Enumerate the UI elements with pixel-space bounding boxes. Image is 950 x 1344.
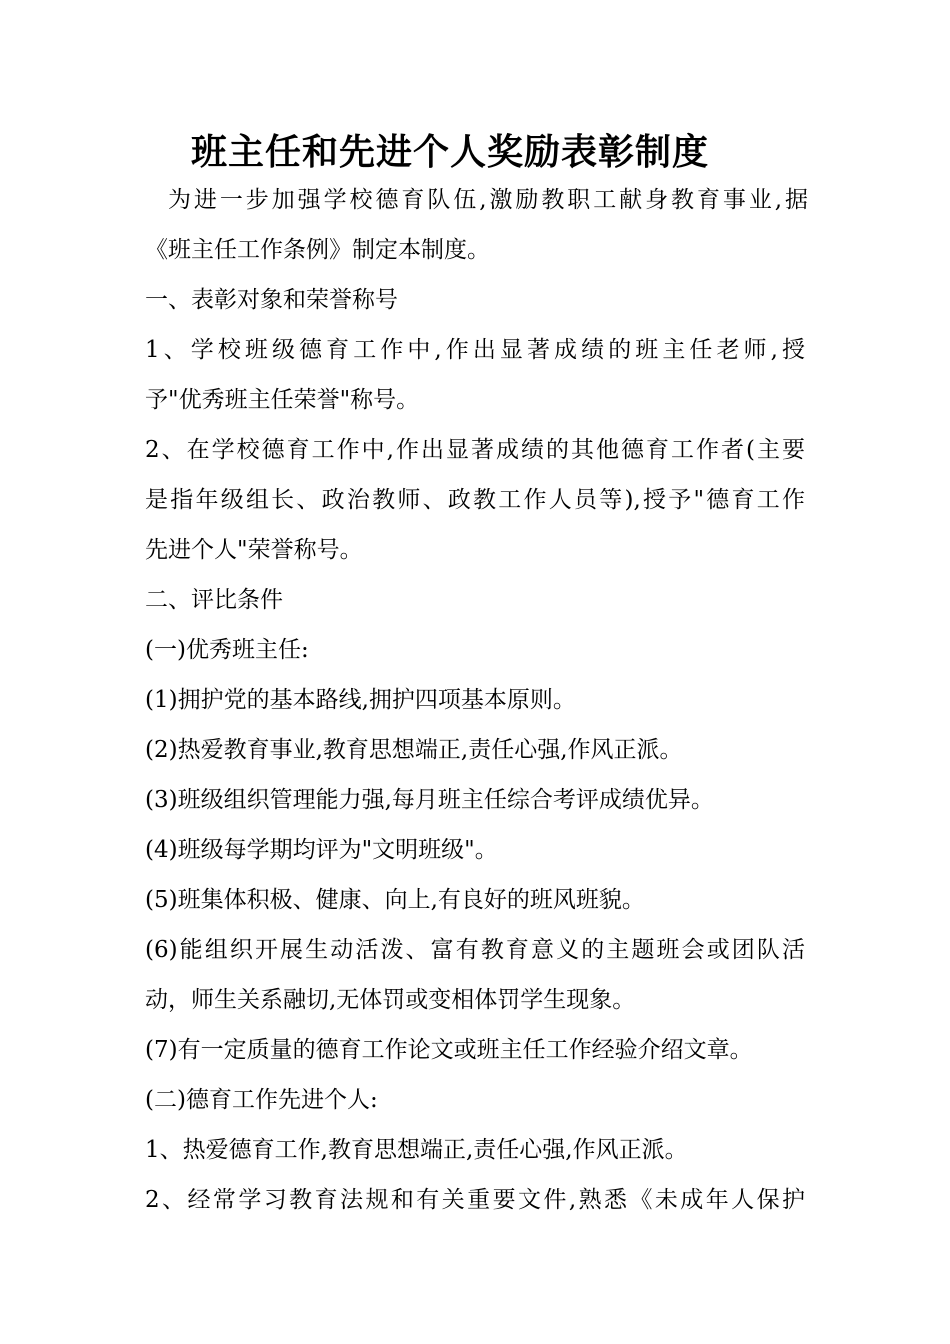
paragraph-line: 1、学校班级德育工作中,作出显著成绩的班主任老师,授 xyxy=(145,337,805,363)
list-item: (4)班级每学期均评为"文明班级"。 xyxy=(145,837,498,863)
list-item: (7)有一定质量的德育工作论文或班主任工作经验介绍文章。 xyxy=(145,1037,753,1063)
section-heading: 二、评比条件 xyxy=(145,587,283,613)
list-item: (3)班级组织管理能力强,每月班主任综合考评成绩优异。 xyxy=(145,787,714,813)
paragraph-line: 是指年级组长、政治教师、政教工作人员等),授予"德育工作 xyxy=(145,487,805,513)
paragraph-line: 2、在学校德育工作中,作出显著成绩的其他德育工作者(主要 xyxy=(145,437,805,463)
list-item: (2)热爱教育事业,教育思想端正,责任心强,作风正派。 xyxy=(145,737,683,763)
paragraph-line: 为进一步加强学校德育队伍,激励教职工献身教育事业,据 xyxy=(168,187,808,213)
list-item: (6)能组织开展生动活泼、富有教育意义的主题班会或团队活 xyxy=(145,937,805,963)
paragraph-line: 《班主任工作条例》制定本制度。 xyxy=(145,237,490,263)
list-item: 2、经常学习教育法规和有关重要文件,熟悉《未成年人保护 xyxy=(145,1187,805,1213)
list-item-continuation: 动，师生关系融切,无体罚或变相体罚学生现象。 xyxy=(145,987,636,1013)
subsection-heading: (二)德育工作先进个人: xyxy=(145,1087,378,1113)
paragraph-line: 先进个人"荣誉称号。 xyxy=(145,537,363,563)
list-item: (5)班集体积极、健康、向上,有良好的班风班貌。 xyxy=(145,887,645,913)
list-item: (1)拥护党的基本路线,拥护四项基本原则。 xyxy=(145,687,576,713)
section-heading: 一、表彰对象和荣誉称号 xyxy=(145,287,398,313)
list-item: 1、热爱德育工作,教育思想端正,责任心强,作风正派。 xyxy=(145,1137,688,1163)
paragraph-line: 予"优秀班主任荣誉"称号。 xyxy=(145,387,420,413)
subsection-heading: (一)优秀班主任: xyxy=(145,637,309,663)
document-title: 班主任和先进个人奖励表彰制度 xyxy=(190,131,709,173)
